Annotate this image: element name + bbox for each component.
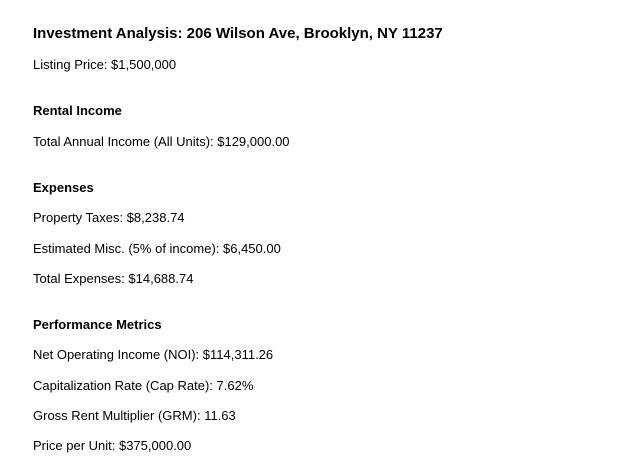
total-annual-income: Total Annual Income (All Units): $129,000.00 — [33, 134, 290, 149]
property-taxes: Property Taxes: $8,238.74 — [33, 210, 185, 225]
estimated-misc: Estimated Misc. (5% of income): $6,450.00 — [33, 241, 281, 256]
net-operating-income: Net Operating Income (NOI): $114,311.26 — [33, 347, 274, 362]
page-title: Investment Analysis: 206 Wilson Ave, Brooklyn, NY 11237 — [33, 25, 443, 42]
gross-rent-multiplier: Gross Rent Multiplier (GRM): 11.63 — [33, 408, 236, 423]
price-per-unit: Price per Unit: $375,000.00 — [33, 438, 192, 453]
performance-metrics-heading: Performance Metrics — [33, 317, 162, 332]
listing-price: Listing Price: $1,500,000 — [33, 57, 177, 72]
rental-income-heading: Rental Income — [33, 103, 122, 118]
cap-rate: Capitalization Rate (Cap Rate): 7.62% — [33, 378, 254, 393]
expenses-heading: Expenses — [33, 180, 94, 195]
total-expenses: Total Expenses: $14,688.74 — [33, 271, 194, 286]
